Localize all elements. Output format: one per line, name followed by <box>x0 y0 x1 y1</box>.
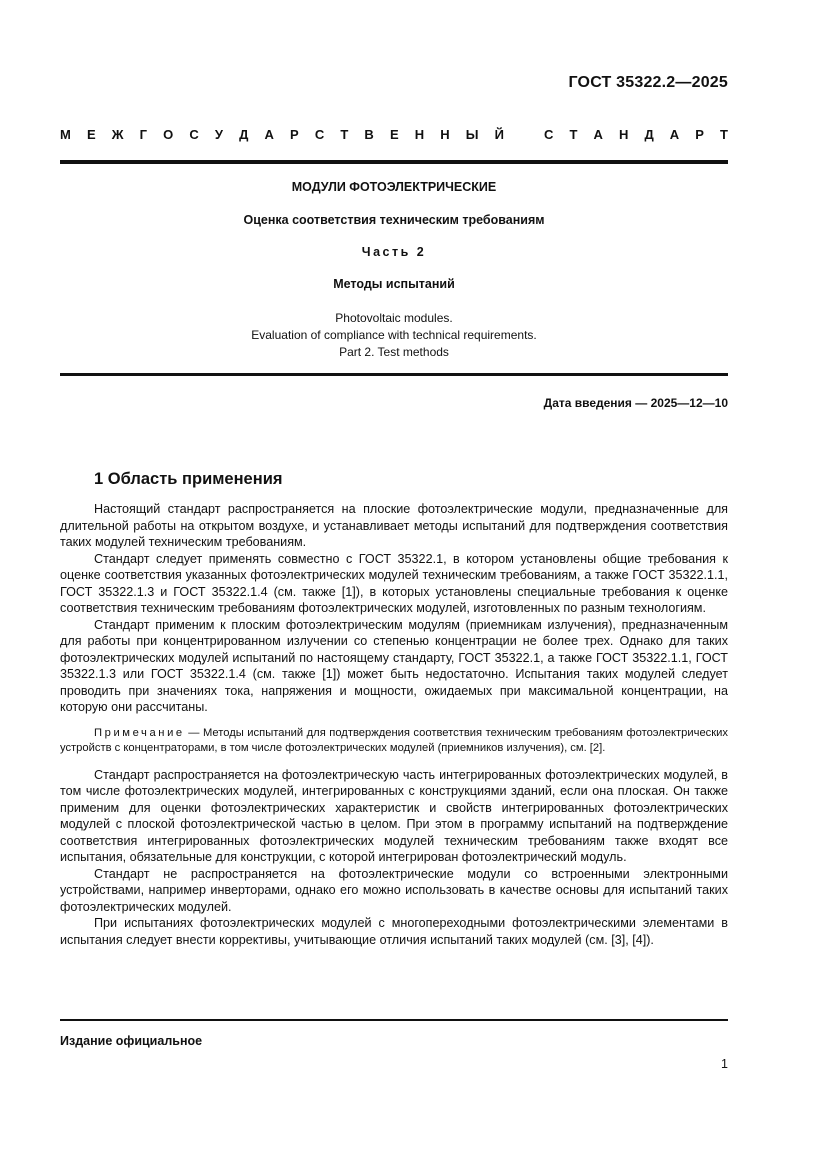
note-label: Примечание <box>94 726 185 739</box>
footer-divider <box>60 1019 728 1021</box>
banner-letter: Г <box>139 127 148 142</box>
banner-letter: А <box>669 127 680 142</box>
banner-letter: Р <box>695 127 704 142</box>
banner-letter: В <box>364 127 374 142</box>
banner-letter: С <box>314 127 325 142</box>
banner-letter: Ы <box>465 127 479 142</box>
banner-letter: Й <box>494 127 504 142</box>
document-subtitle: Оценка соответствия техническим требованиям <box>243 213 545 227</box>
banner-letter: Т <box>720 127 728 142</box>
banner-letter: Е <box>86 127 96 142</box>
banner-letter: О <box>163 127 174 142</box>
standard-word <box>544 127 728 142</box>
paragraph: Настоящий стандарт распространяется на плоские фотоэлектрические модули, предназначенные для длительной работы на открытом воздухе, и устанавливает методы испытаний для подтверждения соответствия таких модулей техническим требованиям. <box>60 502 728 549</box>
page-number: 1 <box>721 1057 728 1071</box>
banner-letter: Н <box>440 127 450 142</box>
paragraph: При испытаниях фотоэлектрических модулей с многопереходными фотоэлектрическими элементами в испытания следует внести коррективы, учитывающие отличия испытаний таких модулей (см. [3], [4]). <box>60 916 728 947</box>
top-divider <box>60 160 728 164</box>
banner-letter: Р <box>290 127 299 142</box>
banner-letter: А <box>593 127 603 142</box>
note <box>60 726 728 757</box>
english-title-line: Part 2. Test methods <box>339 345 449 359</box>
banner-letter: Е <box>389 127 399 142</box>
introduction-date: Дата введения — 2025—12—10 <box>543 396 728 410</box>
document-number: ГОСТ 35322.2—2025 <box>568 74 728 91</box>
english-title-line: Evaluation of compliance with technical requirements. <box>251 328 537 342</box>
title-divider <box>60 373 728 376</box>
paragraph: Стандарт не распространяется на фотоэлектрические модули со встроенными электронными устройствами, например инверторами, однако его можно использовать в качестве основы для испытаний таких фотоэлектрических модулей. <box>60 866 728 914</box>
official-edition-label: Издание официальное <box>60 1034 203 1048</box>
banner-letter: У <box>214 127 223 142</box>
banner-letter: Ж <box>111 127 124 142</box>
interstate-standard-banner <box>60 127 728 142</box>
banner-letter: А <box>264 127 274 142</box>
document-part: Часть 2 <box>361 245 427 259</box>
interstate-word <box>60 127 504 142</box>
banner-letter: С <box>189 127 199 142</box>
banner-letter: С <box>544 127 554 142</box>
english-title-line: Photovoltaic modules. <box>335 311 453 325</box>
section-body <box>60 501 728 948</box>
paragraph: Стандарт применим к плоским фотоэлектрическим модулям (приемникам излучения), предназначенным для работы при концентрированном излучении со степенью концентрации не более трех. Однако для таких фотоэлектрических модулей испытаний по настоящему стандарту, ГОСТ 35322.1, а также ГОСТ 35322.1.1, ГОСТ 35322.1.3 или ГОСТ 35322.1.4 (см. также [1]) может быть недостаточно. Испытания таких модулей следует проводить при значениях тока, напряжения и мощности, ожидаемых при максимальной концентрации, на которую они рассчитаны. <box>60 617 728 714</box>
banner-letter: Д <box>644 127 654 142</box>
note-text: — Методы испытаний для подтверждения соответствия техническим требованиям фотоэлектрических устройств с концентраторами, в том числе фотоэлектрических модулей (приемников излучения), см. [2]. <box>60 726 728 754</box>
paragraph: Стандарт следует применять совместно с ГОСТ 35322.1, в котором установлены общие требования к оценке соответствия указанных фотоэлектрических модулей техническим требованиям, а также ГОСТ 35322.1.1, ГОСТ 35322.1.3 и ГОСТ 35322.1.4 (см. также [1]), в которых установлены специальные требования к оценке соответствия техническим требованиям фотоэлектрических модулей, изготовленных по разным технологиям. <box>60 551 728 615</box>
document-methods-title: Методы испытаний <box>333 277 455 291</box>
banner-letter: Н <box>414 127 425 142</box>
english-title <box>60 310 728 361</box>
banner-letter: Д <box>239 127 249 142</box>
section-heading: 1 Область применения <box>94 470 283 488</box>
document-title: МОДУЛИ ФОТОЭЛЕКТРИЧЕСКИЕ <box>291 180 497 194</box>
banner-letter: Н <box>618 127 629 142</box>
paragraph: Стандарт распространяется на фотоэлектрическую часть интегрированных фотоэлектрических модулей, в том числе фотоэлектрических модулей, интегрированных с конструкциями зданий, если она плоская. Он также применим для оценки фотоэлектрических характеристик и свойств интегрированных фотоэлектрических модулей с плоской фотоэлектрической частью в целом. При этом в программу испытаний на подтверждение соответствия интегрированных фотоэлектрических модулей техническим требованиям также входят все испытания, обязательные для конструкции, с которой интегрирован фотоэлектрический модуль. <box>60 767 728 864</box>
banner-letter: Т <box>340 127 349 142</box>
banner-letter: Т <box>569 127 578 142</box>
banner-letter: М <box>60 127 71 142</box>
